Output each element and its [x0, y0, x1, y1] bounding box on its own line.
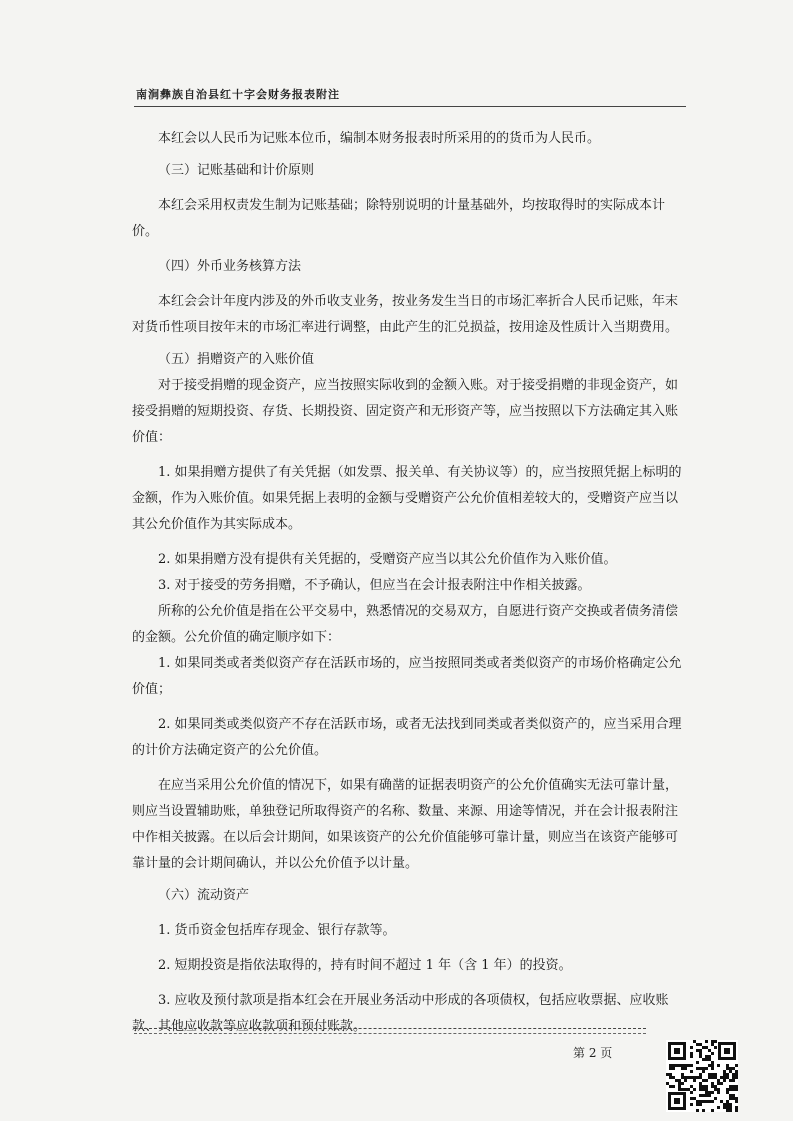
footer-rule-secondary — [134, 1033, 646, 1034]
list-item: 3. 对于接受的劳务捐赠，不予确认，但应当在会计报表附注中作相关披露。 — [158, 578, 591, 593]
list-item: 1. 如果捐赠方提供了有关凭据（如发票、报关单、有关协议等）的，应当按照凭据上标明的金额，作为入账价值。如果凭据上表明的金额与受赠资产公允价值相差较大的，受赠资产应当以其公允价值作为其实际成本。 — [132, 465, 682, 532]
paragraph-donation-intro: 对于接受捐赠的现金资产，应当按照实际收到的金额入账。对于接受捐赠的非现金资产，如接受捐赠的短期投资、存货、长期投资、固定资产和无形资产等，应当按照以下方法确定其入账价值： — [132, 378, 679, 445]
paragraph-fair-value-unreliable: 在应当采用公允价值的情况下，如果有确凿的证据表明资产的公允价值确实无法可靠计量，则应当设置辅助账，单独登记所取得资产的名称、数量、来源、用途等情况，并在会计报表附注中作相关披露。在以后会计期间，如果该资产的公允价值能够可靠计量，则应当在该资产能够可靠计量的会计期间确认，并以公允价值予以计量。 — [132, 778, 679, 871]
list-item: 2. 短期投资是指依法取得的，持有时间不超过 1 年（含 1 年）的投资。 — [158, 958, 572, 973]
section-heading-3: （三）记账基础和计价原则 — [158, 163, 315, 178]
section-heading-4: （四）外币业务核算方法 — [158, 259, 302, 274]
paragraph-fair-value: 所称的公允价值是指在公平交易中，熟悉情况的交易双方，自愿进行资产交换或者债务清偿的金额。公允价值的确定顺序如下： — [132, 604, 679, 645]
paragraph-accounting-basis: 本红会采用权责发生制为记账基础；除特别说明的计量基础外，均按取得时的实际成本计价。 — [132, 198, 666, 239]
paragraph-foreign-currency: 本红会会计年度内涉及的外币收支业务，按业务发生当日的市场汇率折合人民币记账，年末对货币性项目按年末的市场汇率进行调整，由此产生的汇兑损益，按用途及性质计入当期费用。 — [132, 294, 679, 335]
list-item: 1. 货币资金包括库存现金、银行存款等。 — [158, 923, 396, 938]
document-body — [132, 126, 688, 1040]
page-number: 第 2 页 — [573, 1046, 613, 1060]
header-rule — [134, 106, 686, 107]
footer-rule — [134, 1028, 646, 1029]
list-item: 2. 如果捐赠方没有提供有关凭据的，受赠资产应当以其公允价值作为入账价值。 — [158, 552, 617, 567]
paragraph-currency: 本红会以人民币为记账本位币，编制本财务报表时所采用的的货币为人民币。 — [158, 131, 601, 146]
document-header: 南涧彝族自治县红十字会财务报表附注 — [136, 88, 340, 101]
section-heading-6: （六）流动资产 — [158, 888, 250, 903]
list-item: 3. 应收及预付款项是指本红会在开展业务活动中形成的各项债权，包括应收票据、应收账款、其他应收款等应收款项和预付账款。 — [132, 993, 669, 1034]
section-heading-5: （五）捐赠资产的入账价值 — [158, 352, 315, 367]
list-item: 1. 如果同类或者类似资产存在活跃市场的，应当按照同类或者类似资产的市场价格确定公允价值； — [132, 656, 682, 697]
qr-code-icon — [666, 1040, 738, 1112]
list-item: 2. 如果同类或类似资产不存在活跃市场，或者无法找到同类或者类似资产的，应当采用合理的计价方法确定资产的公允价值。 — [132, 717, 682, 758]
